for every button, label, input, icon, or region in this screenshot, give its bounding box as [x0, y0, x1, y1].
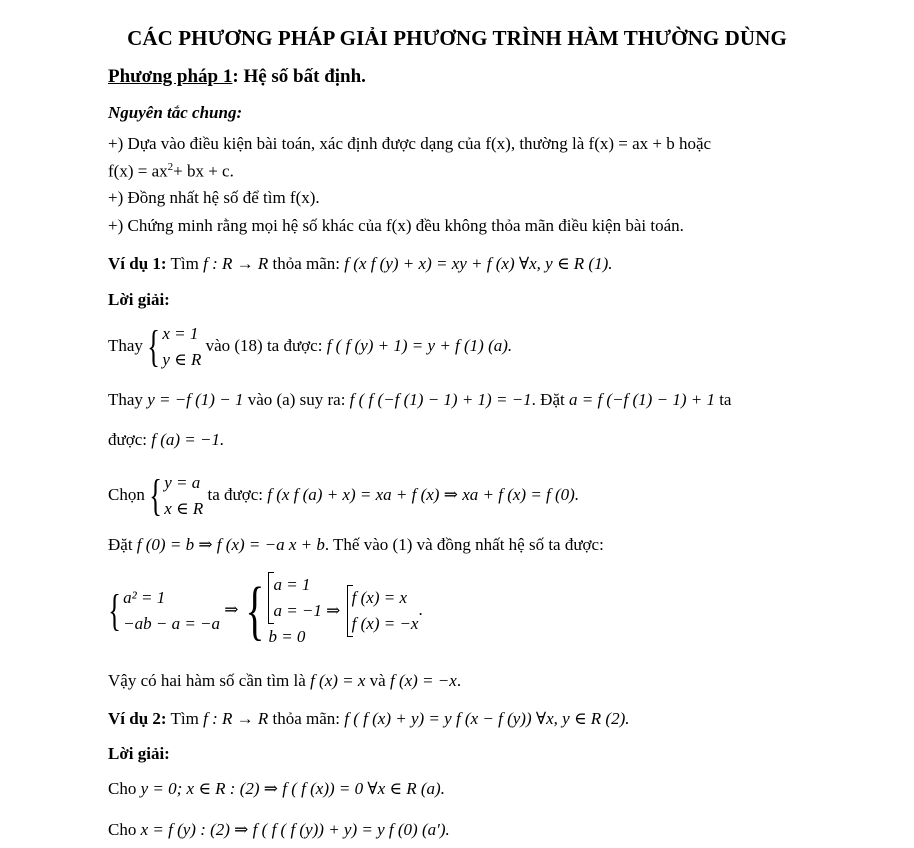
- example-text-b: thỏa mãn:: [268, 254, 345, 273]
- system-row: y ∈ R: [162, 350, 202, 369]
- step-2b: [108, 430, 224, 450]
- solution-system: [243, 572, 341, 650]
- step-equation: y = −f (1) − 1: [147, 390, 244, 409]
- system-row: b = 0: [268, 627, 306, 646]
- step-text: vào (18) ta được:: [205, 335, 323, 355]
- formula-sup: 2: [167, 161, 174, 173]
- example-text: Tìm: [166, 254, 204, 273]
- system-row: x ∈ R: [164, 499, 204, 518]
- example-label: Ví dụ 2:: [108, 709, 167, 728]
- method-name: Hệ số bất định.: [243, 66, 366, 87]
- solution-label: Lời giải:: [108, 290, 170, 309]
- step-text: được:: [108, 430, 147, 449]
- system-row: f (x) = x: [351, 588, 407, 607]
- step-5: [108, 572, 423, 650]
- principle-heading: Nguyên tắc chung:: [108, 103, 243, 122]
- step-equation: f ( f (y) + 1) = y + f (1) (a).: [326, 335, 513, 355]
- formula-text: f(x) = ax: [108, 161, 168, 181]
- step-text: ta được:: [207, 484, 263, 504]
- step-text: Thay: [108, 390, 143, 409]
- method-heading: [108, 66, 366, 88]
- step-text: Cho: [108, 779, 137, 798]
- brace-icon: {: [149, 471, 162, 520]
- step-3: [108, 470, 579, 522]
- system-row: a = 1: [273, 575, 311, 594]
- example-equation: f (x f (y) + x) = xy + f (x) ∀x, y ∈ R (1).: [344, 254, 613, 273]
- formula-text-2: + bx + c.: [173, 161, 234, 181]
- step-text: Cho: [108, 820, 137, 839]
- brace-icon: {: [147, 322, 161, 371]
- system-row: a² = 1: [123, 588, 166, 607]
- condition-system: [149, 470, 203, 522]
- system-row: y = a: [164, 473, 201, 492]
- step-equation: a = f (−f (1) − 1) + 1: [568, 390, 715, 409]
- step-2: [108, 390, 731, 410]
- coefficient-system: [108, 585, 220, 637]
- step-text: Thay: [108, 335, 143, 355]
- step-equation: f (0) = b ⇒ f (x) = −a x + b: [136, 535, 325, 554]
- principle-item-1-cont: [108, 161, 234, 182]
- step-equation: f (x) = x: [310, 671, 366, 690]
- step-text: . Thế vào (1) và đồng nhất hệ số ta được:: [324, 535, 604, 554]
- brace-icon: {: [108, 586, 121, 635]
- system-row: −ab − a = −a: [123, 614, 221, 633]
- example-map: f : R → R: [203, 254, 269, 273]
- step-1: [108, 321, 512, 373]
- example-text: Tìm: [166, 709, 204, 728]
- step-text: Đặt: [108, 535, 133, 554]
- example-label: Ví dụ 1:: [108, 254, 167, 273]
- principle-item-3: +) Chứng minh rằng mọi hệ số khác của f(x) đều không thỏa mãn điều kiện bài toán.: [108, 216, 684, 235]
- solution-label-2: Lời giải:: [108, 744, 170, 763]
- system-row: a = −1 ⇒: [273, 601, 341, 620]
- step-text: ta: [719, 390, 732, 409]
- step-equation: f (x f (a) + x) = xa + f (x) ⇒ xa + f (x) = f (0).: [267, 484, 580, 504]
- example-2: [108, 709, 630, 729]
- implies-arrow: ⇒: [224, 599, 239, 619]
- principle-item-1: +) Dựa vào điều kiện bài toán, xác định được dạng của f(x), thường là f(x) = ax + b hoặc: [108, 134, 712, 153]
- brace-icon: {: [245, 574, 265, 647]
- result-bracket: [347, 585, 419, 637]
- page-title: CÁC PHƯƠNG PHÁP GIẢI PHƯƠNG TRÌNH HÀM THƯỜNG DÙNG: [127, 26, 787, 50]
- step-equation: f (a) = −1.: [151, 430, 225, 449]
- example-text-b: thỏa mãn:: [268, 709, 345, 728]
- step-6: [108, 671, 461, 691]
- step-text: .: [456, 671, 462, 690]
- step-equation: f ( f (−f (1) − 1) + 1) = −1: [349, 390, 532, 409]
- condition-system: [147, 321, 201, 373]
- step-text: và: [369, 671, 386, 690]
- step-4: [108, 535, 604, 555]
- step-text: . Đặt: [531, 390, 565, 409]
- step-equation: x = f (y) : (2) ⇒ f ( f ( f (y)) + y) = y f (0) (a′).: [140, 820, 450, 839]
- system-row: f (x) = −x: [351, 614, 419, 633]
- step-text: Vậy có hai hàm số cần tìm là: [108, 671, 306, 690]
- step-text: vào (a) suy ra:: [247, 390, 346, 409]
- step-text: Chọn: [108, 484, 145, 504]
- step-equation: f (x) = −x: [389, 671, 457, 690]
- system-row: x = 1: [162, 324, 199, 343]
- step-7: [108, 779, 445, 799]
- step-equation: y = 0; x ∈ R : (2) ⇒ f ( f (x)) = 0 ∀x ∈ R (a).: [140, 779, 445, 798]
- example-1: [108, 254, 613, 274]
- method-label: Phương pháp 1: [108, 66, 233, 87]
- example-map: f : R → R: [203, 709, 269, 728]
- principle-item-2: +) Đồng nhất hệ số để tìm f(x).: [108, 188, 320, 207]
- step-text: .: [418, 599, 423, 619]
- example-equation: f ( f (x) + y) = y f (x − f (y)) ∀x, y ∈ R (2).: [344, 709, 630, 728]
- step-8: [108, 820, 450, 840]
- method-colon: :: [232, 66, 244, 87]
- or-bracket: [268, 572, 340, 624]
